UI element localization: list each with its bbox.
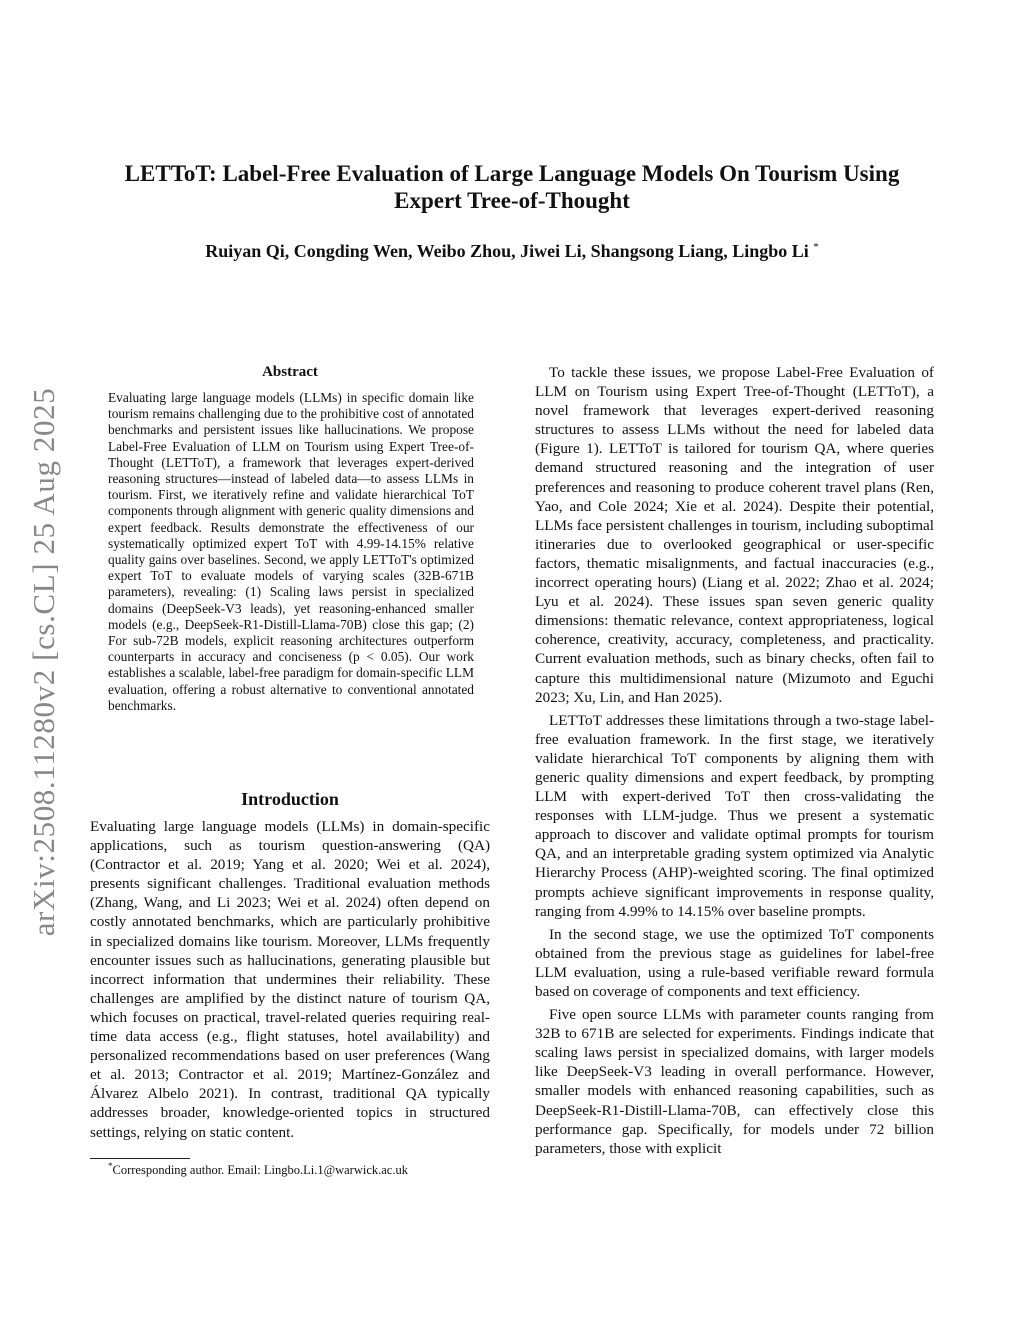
- right-paragraph-1: To tackle these issues, we propose Label-Free Evaluation of LLM on Tourism using Expert Tree-of-Thought (LETToT), a novel framework that leverages expert-derived reasoning structures to assess LLMs without the need for labeled data (Figure 1). LETToT is tailored for tourism QA, where queries demand structured reasoning and the integration of user preferences and reasoning to produce coherent travel plans (Ren, Yao, and Cole 2024; Xie et al. 2024). Despite their potential, LLMs face persistent challenges in tourism, including suboptimal itineraries due to overlooked geographical or user-specific factors, thematic misalignments, and factual inaccuracies (e.g., incorrect operating hours) (Liang et al. 2022; Zhao et al. 2024; Lyu et al. 2024). These issues span seven generic quality dimensions: thematic relevance, context appropriateness, logical coherence, creativity, accuracy, completeness, and practicality. Current evaluation methods, such as binary checks, often fail to capture this multidimensional nature (Mizumoto and Eguchi 2023; Xu, Lin, and Han 2025).: [535, 364, 935, 706]
- abstract-heading: Abstract: [262, 364, 318, 380]
- author-list: [60, 241, 964, 262]
- footnote-mark: *: [108, 1161, 113, 1171]
- right-column: [535, 363, 934, 1162]
- footnote-text: Corresponding author. Email: Lingbo.Li.1@warwick.ac.uk: [112, 1163, 408, 1178]
- abstract-body: Evaluating large language models (LLMs) in specific domain like tourism remains challenging due to the prohibitive cost of annotated benchmarks and persistent issues like hallucinations. We propose Label-Free Evaluation of LLM on Tourism using Expert Tree-of-Thought (LETToT), a framework that leverages expert-derived reasoning structures—instead of labeled data—to assess LLMs in tourism. First, we iteratively refine and validate hierarchical ToT components through alignment with generic quality dimensions and expert feedback. Results demonstrate the effectiveness of our systematically optimized expert ToT with 4.99-14.15% relative quality gains over baselines. Second, we apply LETToT's optimized expert ToT to evaluate models of varying scales (32B-671B parameters), revealing: (1) Scaling laws persist in specialized domains (DeepSeek-V3 leads), yet reasoning-enhanced smaller models (e.g., DeepSeek-R1-Distill-Llama-70B) close this gap; (2) For sub-72B models, explicit reasoning architectures outperform counterparts in accuracy and conciseness (p < 0.05). Our work establishes a scalable, label-free paradigm for domain-specific LLM evaluation, offering a robust alternative to conventional annotated benchmarks.: [108, 390, 474, 713]
- right-paragraph-2: LETToT addresses these limitations through a two-stage label-free evaluation framework. In the first stage, we iteratively validate hierarchical ToT components by aligning them with generic quality dimensions and expert feedback, by prompting LLM with expert-derived ToT then cross-validating the responses with LLM-judge. Thus we present a systematic approach to discover and validate optimal prompts for tourism QA, and an interpretable grading system optimized via Analytic Hierarchy Process (AHP)-weighted scoring. The final optimized prompts achieve significant improvements in response quality, ranging from 4.99% to 14.15% over baseline prompts.: [535, 711, 934, 920]
- right-paragraph-4: Five open source LLMs with parameter counts ranging from 32B to 671B are selected for experiments. Findings indicate that scaling laws persist in specialized domains, with larger models like DeepSeek-V3 leading in overall performance. However, smaller models with enhanced reasoning capabilities, such as DeepSeek-R1-Distill-Llama-70B, can effectively close this performance gap. Specifically, for models under 72 billion parameters, those with explicit: [535, 1006, 934, 1157]
- right-paragraph-3: In the second stage, we use the optimized ToT components obtained from the previous stage as guidelines for label-free LLM evaluation, using a rule-based verifiable reward formula based on coverage of components and text efficiency.: [535, 925, 934, 1000]
- paper-title: [60, 160, 964, 214]
- introduction-heading: Introduction: [241, 789, 339, 809]
- title-line-2: Expert Tree-of-Thought: [394, 188, 630, 213]
- authors-text: Ruiyan Qi, Congding Wen, Weibo Zhou, Jiwei Li, Shangsong Liang, Lingbo Li: [205, 241, 809, 261]
- footnote: [108, 1161, 490, 1178]
- arxiv-identifier: arXiv:2508.11280v2 [cs.CL] 25 Aug 2025: [26, 387, 61, 937]
- introduction-body: Evaluating large language models (LLMs) in domain-specific applications, such as tourism question-answering (QA) (Contractor et al. 2019; Yang et al. 2020; Wei et al. 2024), presents significant challenges. Traditional evaluation methods (Zhang, Wang, and Li 2023; Wei et al. 2024) often depend on costly annotated benchmarks, which are particularly prohibitive in specialized domains like tourism. Moreover, LLMs frequently encounter issues such as hallucinations, generating plausible but incorrect information that undermines their reliability. These challenges are amplified by the distinct nature of tourism QA, which focuses on practical, travel-related queries requiring real-time data access (e.g., flight statuses, hotel availability) and personalized recommendations based on user preferences (Wang et al. 2013; Contractor et al. 2019; Martínez-González and Álvarez Albelo 2021). In contrast, traditional QA typically addresses broader, knowledge-oriented topics in structured settings, relying on static content.: [90, 818, 490, 1141]
- title-line-1: LETToT: Label-Free Evaluation of Large Language Models On Tourism Using: [124, 161, 900, 186]
- corresponding-author-mark: *: [813, 241, 819, 253]
- footnote-divider: [90, 1158, 190, 1159]
